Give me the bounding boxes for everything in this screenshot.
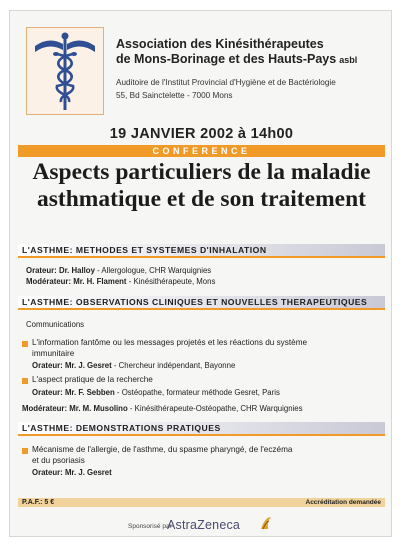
speaker-role: Orateur: <box>26 266 57 275</box>
association-name-line2: de Mons-Borinage et des Hauts-Pays asbl <box>116 52 358 66</box>
speaker-line <box>32 361 235 370</box>
section-header-demonstrations <box>18 422 385 436</box>
speaker-line <box>26 266 211 275</box>
talk-title-line2: et du psoriasis <box>32 456 85 465</box>
speaker-name: Mr. J. Gesret <box>64 468 112 477</box>
event-date: 19 JANVIER 2002 à 14h00 <box>109 126 294 142</box>
bullet-icon <box>22 448 28 454</box>
moderator-role: Modérateur: <box>26 277 72 286</box>
sponsor-name: AstraZeneca <box>167 518 241 532</box>
astrazeneca-logo-icon <box>259 515 273 531</box>
speaker-role: Orateur: <box>32 388 63 397</box>
speaker-role: Orateur: <box>32 468 63 477</box>
section-heading: L'ASTHME: OBSERVATIONS CLINIQUES ET NOUVELLES THERAPEUTIQUES <box>22 297 368 307</box>
event-title-line1: Aspects particuliers de la maladie <box>32 159 371 185</box>
speaker-line <box>32 468 112 477</box>
moderator-detail: - Kinésithérapeute-Ostéopathe, CHR Warquignies <box>127 404 303 413</box>
communications-label: Communications <box>26 320 85 329</box>
entry-fee: P.A.F.: 5 € <box>22 499 55 506</box>
speaker-line <box>32 388 280 397</box>
section-heading: L'ASTHME: DEMONSTRATIONS PRATIQUES <box>22 423 221 433</box>
talk-title-line2: immunitaire <box>32 349 75 358</box>
conference-label: CONFERENCE <box>152 146 251 156</box>
speaker-name: Dr. Halloy <box>58 266 95 275</box>
sponsored-by-label: Sponsorisé par <box>128 523 172 530</box>
section-header-inhalation <box>18 244 385 258</box>
moderator-line <box>26 277 215 286</box>
speaker-detail: - Allergologue, CHR Warquignies <box>94 266 212 275</box>
speaker-role: Orateur: <box>32 361 63 370</box>
event-title-line2: asthmatique et de son traitement <box>37 186 366 212</box>
talk-title-line1: L'aspect pratique de la recherche <box>32 375 153 384</box>
talk-title-line1: Mécanisme de l'allergie, de l'asthme, du spasme pharyngé, de l'eczéma <box>32 445 293 454</box>
address-line: 55, Bd Sainctelette - 7000 Mons <box>116 91 233 100</box>
association-suffix: asbl <box>339 55 358 65</box>
section-heading: L'ASTHME: METHODES ET SYSTEMES D'INHALATION <box>22 245 267 255</box>
footer-bar <box>18 498 385 507</box>
talk-title-line1: L'information fantôme ou les messages projetés et les réactions du système <box>32 338 308 347</box>
moderator-name: Mr. M. Musolino <box>69 404 128 413</box>
accreditation-note: Accréditation demandée <box>305 499 381 506</box>
moderator-role: Modérateur: <box>22 404 68 413</box>
speaker-name: Mr. J. Gesret <box>64 361 112 370</box>
association-name-line1: Association des Kinésithérapeutes <box>116 37 324 51</box>
speaker-detail: - Chercheur indépendant, Bayonne <box>111 361 236 370</box>
section-header-observations <box>18 296 385 310</box>
moderator-detail: - Kinésithérapeute, Mons <box>126 277 216 286</box>
conference-poster <box>9 10 392 537</box>
venue-line: Auditoire de l'Institut Provincial d'Hygiène et de Bactériologie <box>116 78 336 87</box>
conference-banner <box>18 145 385 157</box>
moderator-line <box>22 404 303 413</box>
caduceus-icon <box>26 27 104 115</box>
speaker-name: Mr. F. Sebben <box>64 388 115 397</box>
bullet-icon <box>22 341 28 347</box>
moderator-name: Mr. H. Flament <box>73 277 127 286</box>
bullet-icon <box>22 378 28 384</box>
speaker-detail: - Ostéopathe, formateur méthode Gesret, Paris <box>114 388 280 397</box>
